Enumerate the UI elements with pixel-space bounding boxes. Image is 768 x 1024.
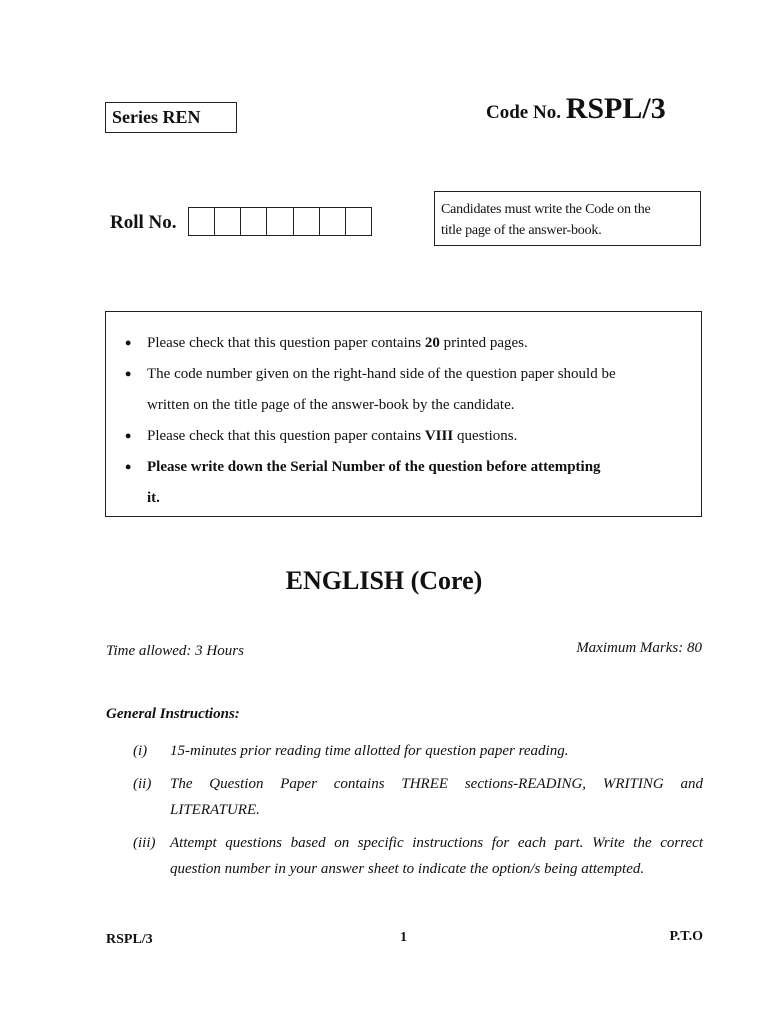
pto-label: P.T.O bbox=[669, 929, 703, 944]
time-allowed: Time allowed: 3 Hours bbox=[106, 643, 244, 659]
notice-text: it. bbox=[147, 490, 160, 506]
series-label: Series REN bbox=[105, 102, 237, 133]
question-count: VIII bbox=[424, 428, 454, 444]
roll-digit-box[interactable] bbox=[266, 208, 292, 235]
roll-digit-box[interactable] bbox=[345, 208, 371, 235]
roll-digit-box[interactable] bbox=[214, 208, 240, 235]
notice-item-pages bbox=[124, 328, 691, 359]
notice-list bbox=[124, 328, 691, 514]
roll-digit-box[interactable] bbox=[189, 208, 214, 235]
instruction-text: The Question Paper contains THREE sections-READING, WRITING and LITERATURE. bbox=[170, 776, 703, 818]
instruction-item bbox=[133, 830, 703, 882]
instruction-number: (i) bbox=[133, 743, 148, 759]
maximum-marks: Maximum Marks: 80 bbox=[576, 640, 702, 656]
general-instructions-list bbox=[133, 738, 703, 889]
notice-text: Please check that this question paper contains bbox=[147, 335, 425, 351]
footer-code: RSPL/3 bbox=[106, 932, 153, 947]
instruction-number: (iii) bbox=[133, 835, 156, 851]
notice-text: printed pages. bbox=[439, 335, 528, 351]
notice-item-questions bbox=[124, 421, 691, 452]
notice-text: • Please write down the Serial Number of the question before attempting bbox=[147, 459, 601, 475]
notice-item-serial bbox=[124, 452, 691, 514]
candidate-note-box bbox=[434, 191, 701, 246]
general-instructions-heading: General Instructions: bbox=[106, 706, 240, 722]
candidate-note-line: title page of the answer-book. bbox=[441, 223, 602, 238]
code-number-value: RSPL/3 bbox=[565, 92, 666, 125]
page-number: 1 bbox=[400, 930, 407, 945]
page-count: 20 bbox=[424, 335, 440, 351]
code-number bbox=[486, 92, 666, 126]
paper-title: ENGLISH (Core) bbox=[285, 566, 483, 595]
instruction-text: Attempt questions based on specific instructions for each part. Write the correct question number in your answer sheet to indicate the option/s being attempted. bbox=[170, 835, 703, 877]
roll-number-label: Roll No. bbox=[110, 212, 177, 233]
notice-text: written on the title page of the answer-book by the candidate. bbox=[147, 397, 515, 413]
roll-digit-box[interactable] bbox=[293, 208, 319, 235]
notice-text: • The code number given on the right-hand side of the question paper should be bbox=[147, 366, 616, 382]
candidate-note-line: Candidates must write the Code on the bbox=[441, 202, 651, 217]
notice-box bbox=[105, 311, 702, 517]
roll-digit-box[interactable] bbox=[240, 208, 266, 235]
notice-text: questions. bbox=[453, 428, 518, 444]
instruction-number: (ii) bbox=[133, 776, 152, 792]
notice-item-code bbox=[124, 359, 691, 421]
code-number-label: Code No. bbox=[486, 102, 566, 123]
instruction-item bbox=[133, 771, 703, 823]
instruction-text: 15-minutes prior reading time allotted for question paper reading. bbox=[170, 743, 569, 759]
roll-digit-box[interactable] bbox=[319, 208, 345, 235]
instruction-item bbox=[133, 738, 703, 764]
notice-text: Please check that this question paper contains bbox=[147, 428, 425, 444]
roll-number-boxes[interactable] bbox=[188, 207, 372, 236]
